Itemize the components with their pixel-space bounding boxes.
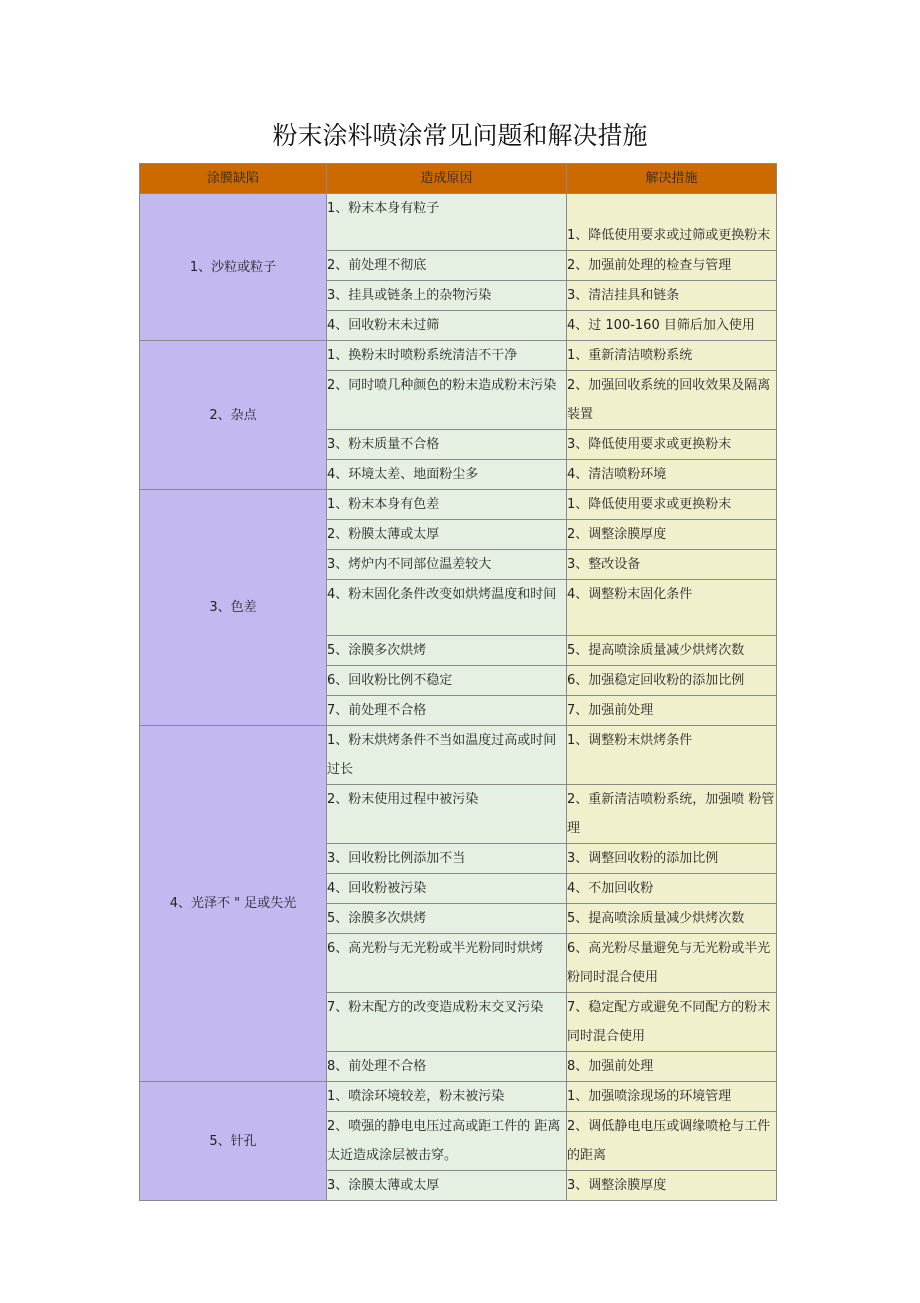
- defect-cell: 3、色差: [140, 490, 327, 726]
- table-header-row: [140, 164, 777, 194]
- cause-cell: 3、粉末质量不合格: [327, 430, 567, 460]
- cause-cell: 1、粉末烘烤条件不当如温度过高或时间过长: [327, 726, 567, 785]
- defect-cell: 4、光泽不 " 足或失光: [140, 726, 327, 1082]
- fix-cell: 2、加强前处理的检查与管理: [567, 251, 777, 281]
- fix-cell: 7、加强前处理: [567, 696, 777, 726]
- fix-cell: 4、清洁喷粉环境: [567, 460, 777, 490]
- cause-cell: 3、回收粉比例添加不当: [327, 844, 567, 874]
- header-cause: 造成原因: [327, 164, 567, 194]
- fix-cell: 1、重新清洁喷粉系统: [567, 341, 777, 371]
- cause-cell: 8、前处理不合格: [327, 1052, 567, 1082]
- cause-cell: 6、回收粉比例不稳定: [327, 666, 567, 696]
- cause-cell: 3、涂膜太薄或太厚: [327, 1171, 567, 1201]
- table-row: [140, 1082, 777, 1112]
- cause-cell: 2、粉末使用过程中被污染: [327, 785, 567, 844]
- fix-cell: 6、加强稳定回收粉的添加比例: [567, 666, 777, 696]
- fix-cell: 1、加强喷涂现场的环境管理: [567, 1082, 777, 1112]
- fix-cell: 3、整改设备: [567, 550, 777, 580]
- cause-cell: 2、同时喷几种颜色的粉末造成粉末污染: [327, 371, 567, 430]
- cause-cell: 1、粉末本身有粒子: [327, 194, 567, 251]
- defect-cell: 5、针孔: [140, 1082, 327, 1201]
- table-row: [140, 341, 777, 371]
- cause-cell: 2、前处理不彻底: [327, 251, 567, 281]
- fix-cell: 4、过 100-160 目筛后加入使用: [567, 311, 777, 341]
- fix-cell: 2、调整涂膜厚度: [567, 520, 777, 550]
- cause-cell: 5、涂膜多次烘烤: [327, 904, 567, 934]
- header-fix: 解决措施: [567, 164, 777, 194]
- cause-cell: 4、环境太差、地面粉尘多: [327, 460, 567, 490]
- cause-cell: 2、喷强的静电电压过高或距工件的 距离太近造成涂层被击穿。: [327, 1112, 567, 1171]
- cause-cell: 7、前处理不合格: [327, 696, 567, 726]
- table-body: [140, 194, 777, 1201]
- table-row: [140, 194, 777, 251]
- fix-cell: 6、高光粉尽量避免与无光粉或半光粉同时混合使用: [567, 934, 777, 993]
- table-row: [140, 726, 777, 785]
- document-title: 粉末涂料喷涂常见问题和解决措施: [272, 121, 648, 150]
- cause-cell: 2、粉膜太薄或太厚: [327, 520, 567, 550]
- fix-cell: 8、加强前处理: [567, 1052, 777, 1082]
- fix-cell: 5、提高喷涂质量减少烘烤次数: [567, 904, 777, 934]
- cause-cell: 1、喷涂环境较差，粉末被污染: [327, 1082, 567, 1112]
- cause-cell: 4、回收粉被污染: [327, 874, 567, 904]
- fix-cell: 1、降低使用要求或更换粉末: [567, 490, 777, 520]
- table-row: [140, 490, 777, 520]
- cause-cell: 7、粉末配方的改变造成粉末交叉污染: [327, 993, 567, 1052]
- defect-table: [139, 163, 777, 1201]
- defect-cell: 1、沙粒或粒子: [140, 194, 327, 341]
- header-defect: 涂膜缺陷: [140, 164, 327, 194]
- fix-cell: 4、调整粉末固化条件: [567, 580, 777, 636]
- fix-cell: 1、降低使用要求或过筛或更换粉末: [567, 194, 777, 251]
- cause-cell: 1、粉末本身有色差: [327, 490, 567, 520]
- fix-cell: 3、清洁挂具和链条: [567, 281, 777, 311]
- fix-cell: 3、降低使用要求或更换粉末: [567, 430, 777, 460]
- fix-cell: 2、重新清洁喷粉系统，加强喷 粉管理: [567, 785, 777, 844]
- cause-cell: 3、烤炉内不同部位温差较大: [327, 550, 567, 580]
- fix-cell: 3、调整回收粉的添加比例: [567, 844, 777, 874]
- fix-cell: 4、不加回收粉: [567, 874, 777, 904]
- cause-cell: 4、回收粉末未过筛: [327, 311, 567, 341]
- fix-cell: 3、调整涂膜厚度: [567, 1171, 777, 1201]
- defect-cell: 2、杂点: [140, 341, 327, 490]
- cause-cell: 1、换粉末时喷粉系统清洁不干净: [327, 341, 567, 371]
- fix-cell: 7、稳定配方或避免不同配方的粉末同时混合使用: [567, 993, 777, 1052]
- fix-cell: 1、调整粉末烘烤条件: [567, 726, 777, 785]
- cause-cell: 4、粉末固化条件改变如烘烤温度和时间: [327, 580, 567, 636]
- cause-cell: 6、高光粉与无光粉或半光粉同时烘烤: [327, 934, 567, 993]
- fix-cell: 5、提高喷涂质量减少烘烤次数: [567, 636, 777, 666]
- cause-cell: 5、涂膜多次烘烤: [327, 636, 567, 666]
- cause-cell: 3、挂具或链条上的杂物污染: [327, 281, 567, 311]
- fix-cell: 2、调低静电电压或调缘喷枪与工件的距离: [567, 1112, 777, 1171]
- fix-cell: 2、加强回收系统的回收效果及隔离装置: [567, 371, 777, 430]
